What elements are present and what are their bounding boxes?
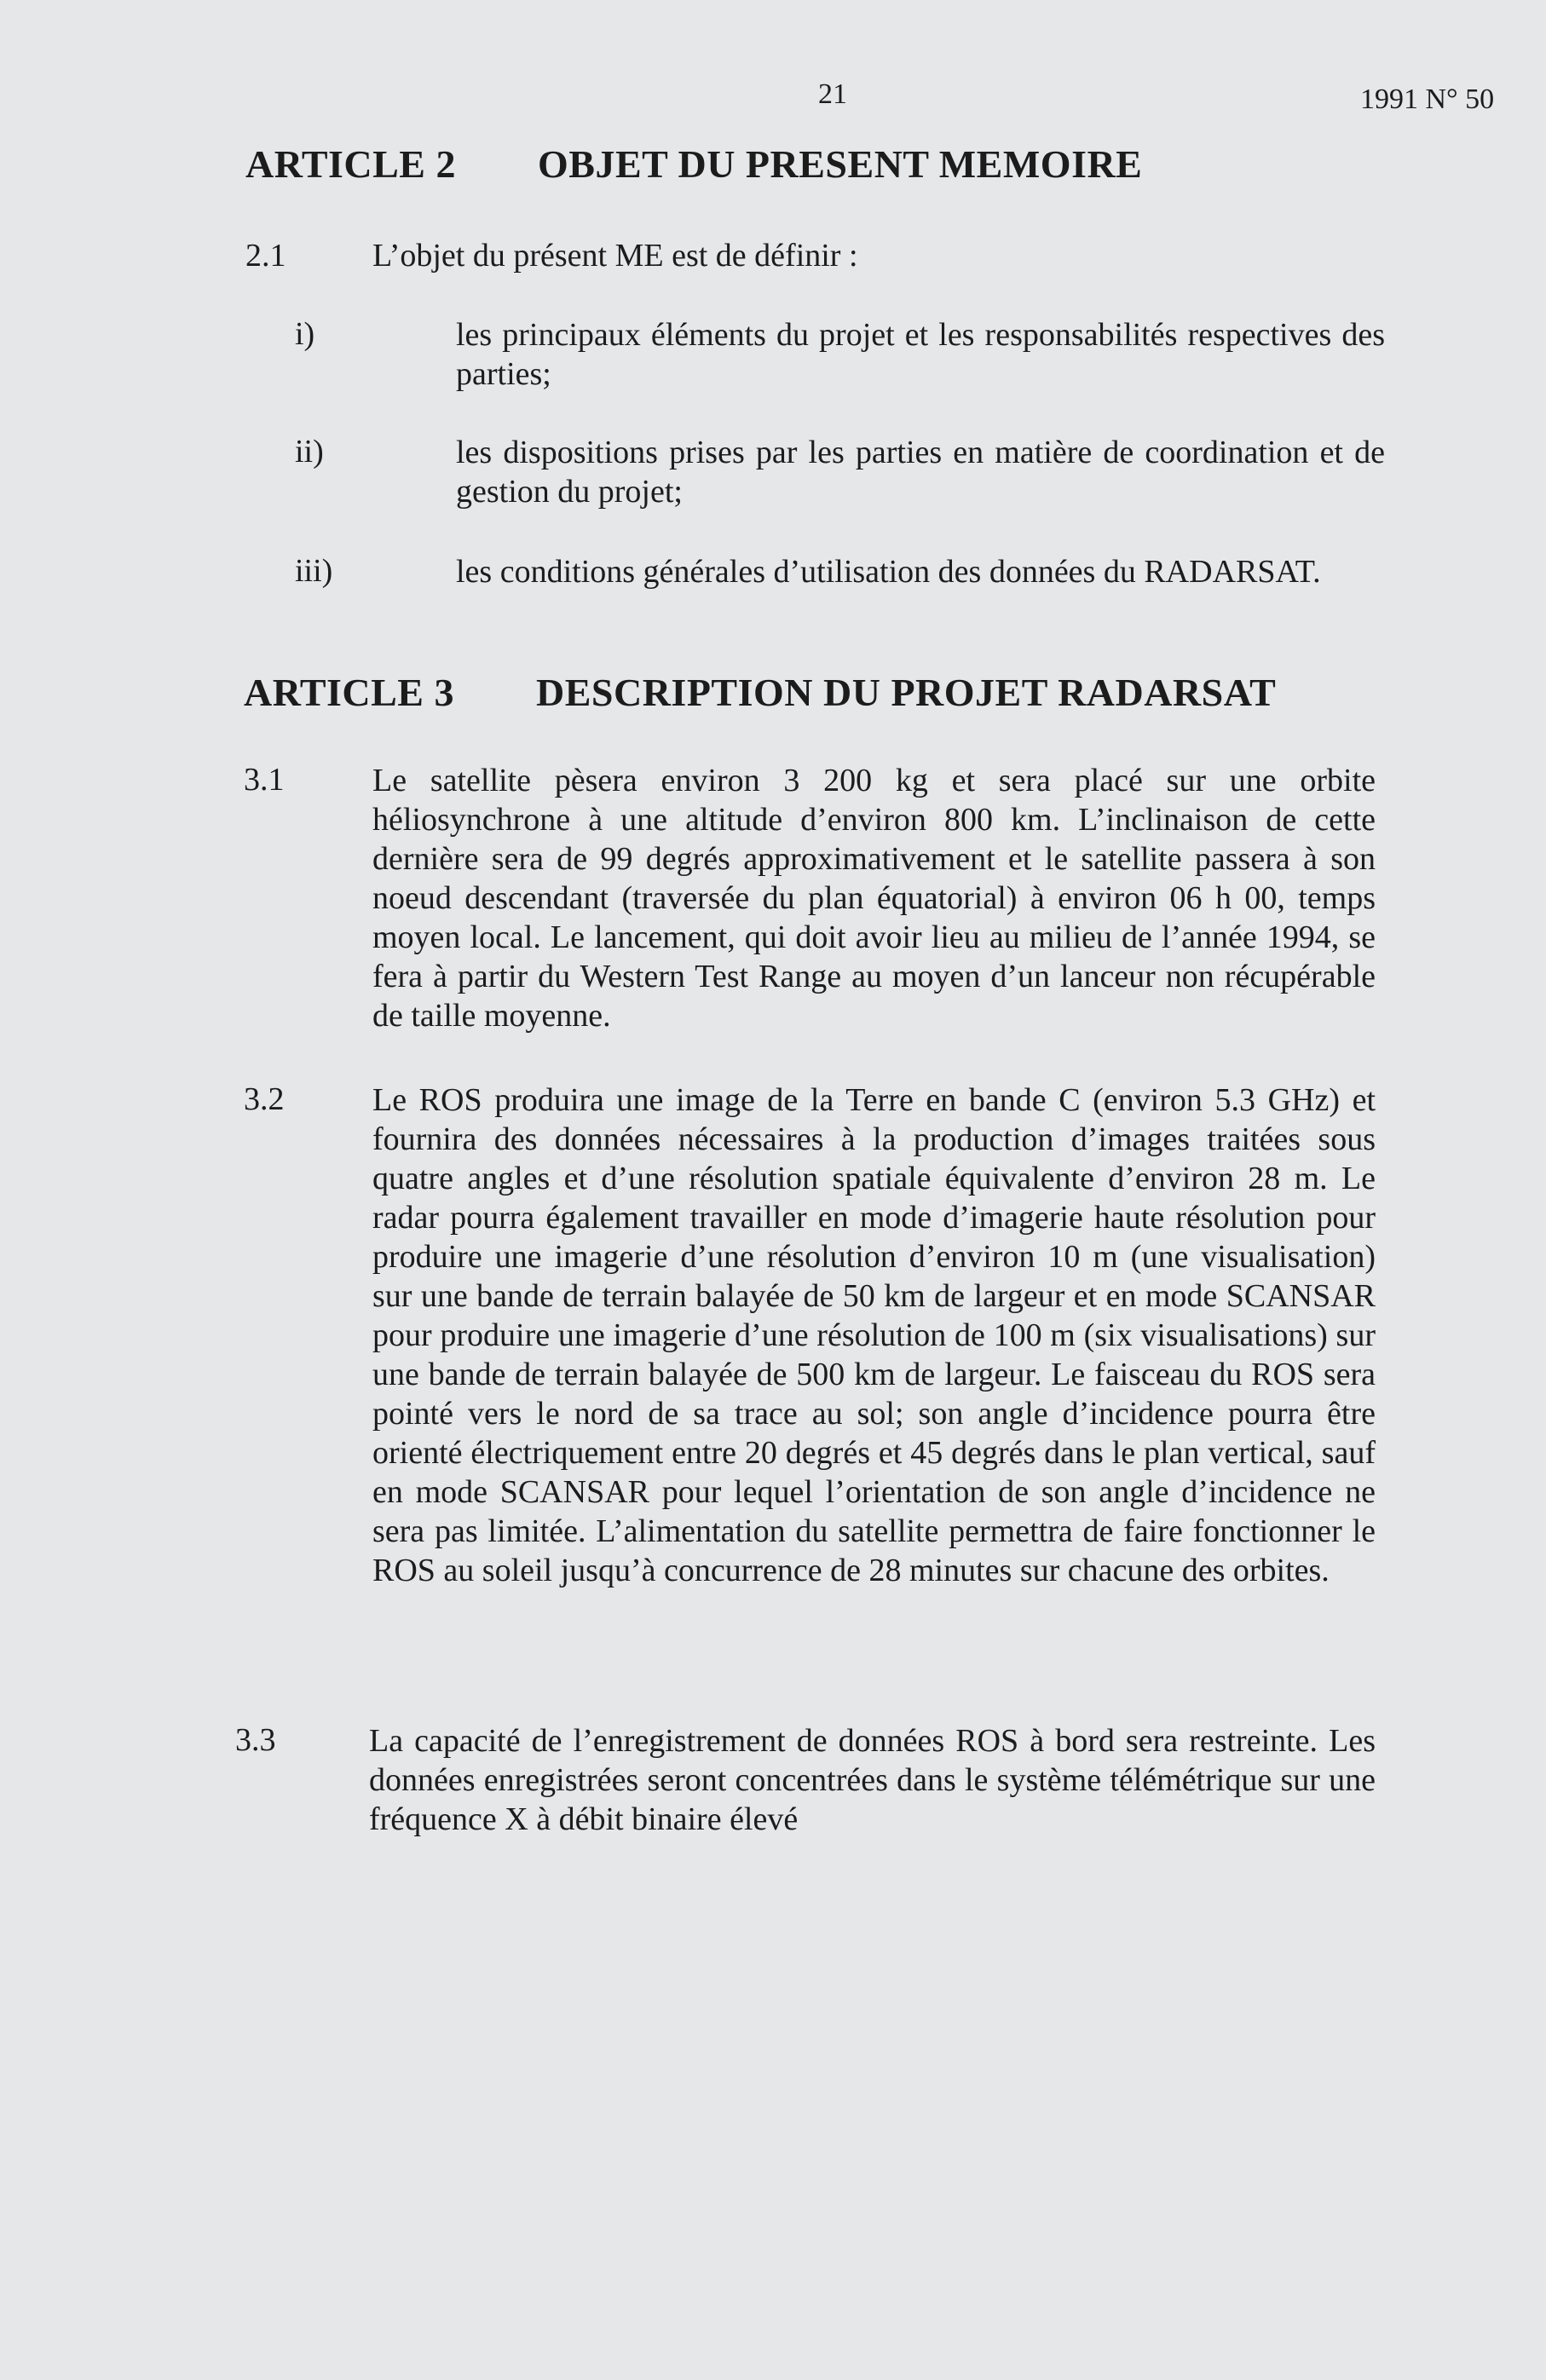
- article-3-title: DESCRIPTION DU PROJET RADARSAT: [536, 671, 1277, 714]
- item-ii-label: ii): [295, 434, 324, 470]
- item-i-label: i): [295, 316, 315, 352]
- section-3-1-text: Le satellite pèsera environ 3 200 kg et sera placé sur une orbite héliosynchrone à une altitude d’environ 800 km. L’inclinaison de cette dernière sera de 99 degrés approximativement et le satellite passera à son noeud descendant (traversée du plan équatorial) à environ 06 h 00, temps moyen local. Le lancement, qui doit avoir lieu au milieu de l’année 1994, se fera à partir du Western Test Range au moyen d’un lanceur non récupérable de taille moyenne.: [372, 763, 1376, 1034]
- section-3-2-text: Le ROS produira une image de la Terre en bande C (environ 5.3 GHz) et fournira des données nécessaires à la production d’images traitées sous quatre angles et d’une résolution spatiale équivalente d’environ 28 m. Le radar pourra également travailler en mode d’imagerie haute résolution pour produire une imagerie d’une résolution d’environ 10 m (une visualisation) sur une bande de terrain balayée de 50 km de largeur et en mode SCANSAR pour produire une imagerie d’une résolution de 100 m (six visualisations) sur une bande de terrain balayée de 500 km de largeur. Le faisceau du ROS sera pointé vers le nord de sa trace au sol; son angle d’incidence pourra être orienté électriquement entre 20 degrés et 45 degrés dans le plan vertical, sauf en mode SCANSAR pour lequel l’orientation de son angle d’incidence ne sera pas limitée. L’alimentation du satellite permettra de faire fonctionner le ROS au soleil jusqu’à concurrence de 28 minutes sur chacune des orbites.: [372, 1082, 1376, 1588]
- item-i-text: les principaux éléments du projet et les responsabilités respectives des parties;: [456, 317, 1385, 392]
- article-3-label: ARTICLE 3: [244, 671, 454, 714]
- article-2-title: OBJET DU PRESENT MEMOIRE: [538, 142, 1143, 186]
- section-3-2-number: 3.2: [244, 1081, 285, 1117]
- section-2-1-number: 2.1: [245, 238, 286, 274]
- item-iii-text: les conditions générales d’utilisation des données du RADARSAT.: [456, 554, 1321, 590]
- article-2-label: ARTICLE 2: [245, 142, 456, 186]
- section-3-1-number: 3.1: [244, 762, 285, 798]
- page-number: 21: [818, 78, 847, 110]
- section-3-3-number: 3.3: [235, 1722, 276, 1758]
- item-iii-label: iii): [295, 553, 333, 589]
- document-reference: 1991 N° 50: [1360, 84, 1495, 115]
- item-ii-text: les dispositions prises par les parties en matière de coordination et de gestion du projet;: [456, 435, 1385, 510]
- section-2-1-intro: L’objet du présent ME est de définir :: [372, 238, 858, 274]
- section-3-3-text: La capacité de l’enregistrement de données ROS à bord sera restreinte. Les données enregistrées seront concentrées dans le système télémétrique sur une fréquence X à débit binaire élevé: [369, 1723, 1376, 1837]
